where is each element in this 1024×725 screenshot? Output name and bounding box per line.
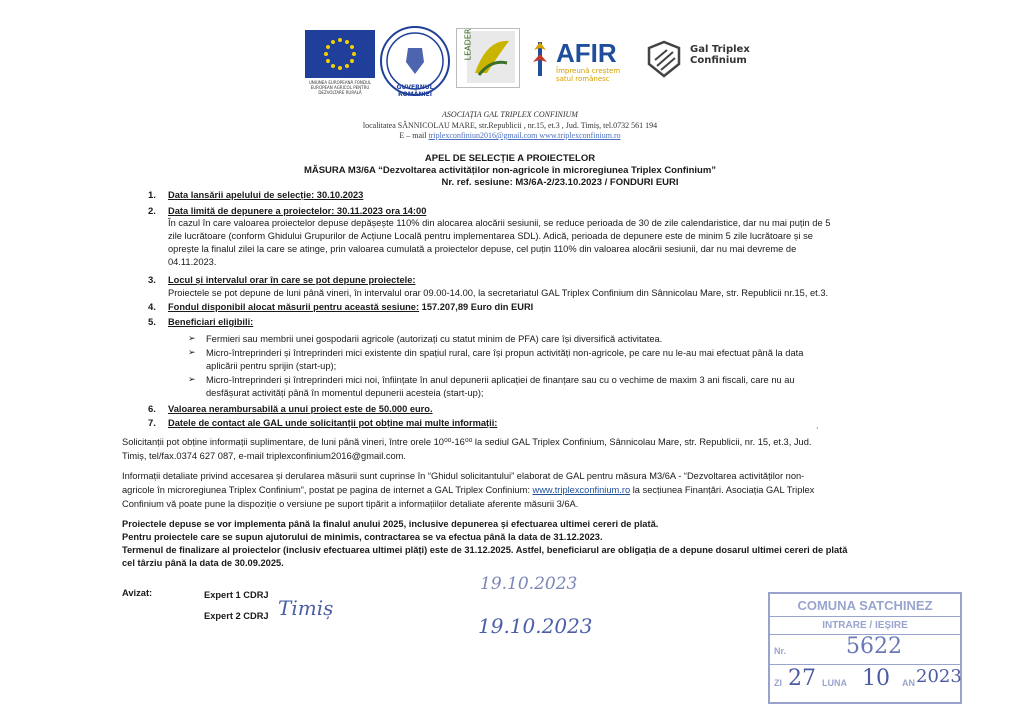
eu-caption: UNIUNEA EUROPEANĂ FONDUL EUROPEAN AGRICOL PENTRU DEZVOLTARE RURALĂ (308, 80, 372, 95)
implementation-note: Proiectele depuse se vor implementa până la finalul anului 2025, inclusive depunerea și efectuarea ultimei cereri de plată. (122, 519, 659, 529)
stamp-year-label: AN (902, 678, 915, 688)
arrow-bullet-icon: ➢ (188, 375, 196, 385)
grant-value: Valoarea nerambursabilă a unui proiect este de 50.000 euro. (168, 404, 433, 414)
available-fund (168, 302, 533, 314)
stamp-number: 5622 (846, 634, 902, 659)
item-number: 2. (148, 206, 156, 217)
arrow-bullet-icon: ➢ (188, 348, 196, 358)
expert-1-label: Expert 1 CDRJ (204, 590, 269, 600)
registration-stamp (768, 592, 962, 704)
item-number: 4. (148, 302, 156, 313)
beneficiary-item: Fermieri sau membrii unei gospodarii agricole (autorizați cu statut minim de PFA) care își diversifică activitatea. (206, 334, 663, 344)
stamp-day-label: ZI (774, 678, 782, 688)
available-fund-value: 157.207,89 Euro din EURI (419, 302, 534, 312)
approval-label: Avizat: (122, 588, 153, 598)
stamp-month-label: LUNA (822, 678, 847, 688)
stamp-day: 27 (788, 666, 816, 691)
details-text: agricole în microregiunea Triplex Confinium”, postat pe pagina de internet a GAL Triplex Confinium: (122, 485, 533, 495)
item-number: 7. (148, 418, 156, 429)
deadline: Data limită de depunere a proiectelor: 30.11.2023 ora 14:00 (168, 206, 427, 216)
deadline-detail: oprește la finalul zilei la care se atinge, prin valoarea cumulată a proiectelor depuse, cel puțin 110% din valoarea alocării sesiunii, dar nu mai devreme de (168, 244, 797, 254)
eligible-beneficiaries: Beneficiari eligibili: (168, 317, 254, 327)
eu-flag-logo (305, 30, 375, 78)
deadline-detail: În cazul în care valoarea proiectelor depuse depășește 110% din alocarea alocării sesiunii, se reduce perioada de 30 de zile calendaristice, dar nu mai puțin de 5 (168, 218, 831, 228)
email-prefix: E – mail (399, 131, 427, 140)
handwritten-date: 19.10.2023 (478, 614, 593, 638)
leader-label: LEADER (463, 28, 473, 61)
handwritten-date: 19.10.2023 (480, 574, 578, 594)
email-link[interactable]: triplexconfiniun2016@gmail.com www.triplexconfinium.ro (428, 131, 621, 140)
item-number: 5. (148, 317, 156, 328)
contact-heading: Datele de contact ale GAL unde solicitanții pot obține mai multe informații: (168, 418, 498, 428)
stamp-subtitle: INTRARE / IEȘIRE (822, 620, 908, 631)
beneficiary-item: aplicării pentru sprijin (start-up); (206, 361, 337, 371)
submission-place-detail: Proiectele se pot depune de luni până vineri, în intervalul orar 09.00-14.00, la secretariatul GAL Triplex Confinium din Sânnicolau Mare, str. Republicii nr.15, et.3. (168, 288, 829, 298)
association-address: localitatea SÂNNICOLAU MARE, str.Republicii , nr.15, et.3 , Jud. Timiș, tel.0732 561 194 (362, 121, 658, 130)
association-name: ASOCIAȚIA GAL TRIPLEX CONFINIUM (442, 110, 578, 119)
document-title: APEL DE SELECȚIE A PROIECTELOR (424, 153, 596, 164)
afir-logo-subtitle: Împreună creștem satul românesc (556, 67, 621, 83)
beneficiary-item: desfășurat activități până în momentul depunerii acesteia (start-up); (206, 388, 484, 398)
arrow-bullet-icon: ➢ (188, 334, 196, 344)
minimis-note: Pentru proiectele care se supun ajutorului de minimis, contractarea se va efectua până la data de 31.12.2023. (122, 532, 603, 542)
stamp-year: 2023 (916, 666, 962, 687)
stamp-title: COMUNA SATCHINEZ (797, 598, 933, 613)
gal-logo-name: Gal Triplex Confinium (690, 44, 750, 66)
expert-2-label: Expert 2 CDRJ (204, 611, 269, 621)
item-number: 3. (148, 275, 156, 286)
available-fund-label: Fondul disponibil alocat măsurii pentru această sesiune: (168, 302, 420, 312)
session-reference: Nr. ref. sesiune: M3/6A-2/23.10.2023 / FONDURI EURI (441, 177, 679, 188)
stamp-nr-label: Nr. (774, 646, 787, 656)
stamp-month: 10 (862, 666, 890, 691)
details-text: la secțiunea Finanțări. Asociația GAL Triplex (630, 485, 815, 495)
stray-mark: · (816, 424, 819, 433)
afir-logo-title: AFIR (556, 38, 617, 68)
gal-triplex-logo (645, 40, 683, 78)
beneficiary-item: Micro-întreprinderi și întreprinderi mici noi, înființate în anul depunerii aplicației de finanțare sau cu o vechime de maxim 3 ani fiscali, care nu au (206, 375, 795, 385)
association-email-line (280, 131, 740, 140)
details-paragraph: Informații detaliate privind accesarea și derularea măsurii sunt cuprinse în “Ghidul solicitantului” elaborat de GAL pentru măsura M3/6A - “Dezvoltarea activităților non- (122, 471, 805, 481)
deadline-detail: zile lucrătoare (conform Ghidului Grupurilor de Acțiune Locală pentru implementarea SDL). Adică, perioada de depunere este de minim 5 zile lucrătoare și se (168, 231, 813, 241)
website-link[interactable]: www.triplexconfinium.ro (532, 485, 631, 495)
deadline-detail: 04.11.2023. (168, 257, 217, 267)
contact-paragraph: Timiș, tel/fax.0374 627 087, e-mail triplexconfinium2016@gmail.com. (122, 451, 406, 461)
launch-date: Data lansării apelului de selecție: 30.10.2023 (168, 190, 364, 200)
handwritten-signature: Timiș (278, 596, 334, 620)
item-number: 6. (148, 404, 156, 415)
completion-note: Termenul de finalizare al proiectelor (inclusiv efectuarea ultimei plăți) este de 31.12.2025. Astfel, beneficiarul are obligația de a depune dosarul ultimei cereri de plată (122, 545, 848, 555)
submission-place: Locul și intervalul orar în care se pot depune proiectele: (168, 275, 416, 285)
afir-wheat-icon (530, 38, 550, 80)
contact-paragraph: Solicitanții pot obține informații suplimentare, de luni până vineri, între orele 10⁰⁰-16⁰⁰ la sediul GAL Triplex Confinium, Sânnicolau Mare, str. Republicii, nr. 15, et.3, Jud. (122, 437, 812, 447)
details-paragraph: Confinium vă poate pune la dispoziție o versiune pe suport tipărit a informațiilor detaliate aferente măsurii 3/6A. (122, 499, 579, 509)
details-paragraph (122, 485, 814, 497)
measure-title: MĂSURA M3/6A “Dezvoltarea activităților non-agricole în microregiunea Triplex Confinium” (303, 165, 717, 176)
government-seal-text: GUVERNUL ROMÂNIEI (396, 84, 434, 98)
item-number: 1. (148, 190, 156, 201)
beneficiary-item: Micro-întreprinderi și întreprinderi mici existente din spațiul rural, care își propun activități non-agricole, pe care nu le-au mai efectuat până la data (206, 348, 804, 358)
completion-note: cel târziu până la data de 30.09.2025. (122, 558, 284, 568)
